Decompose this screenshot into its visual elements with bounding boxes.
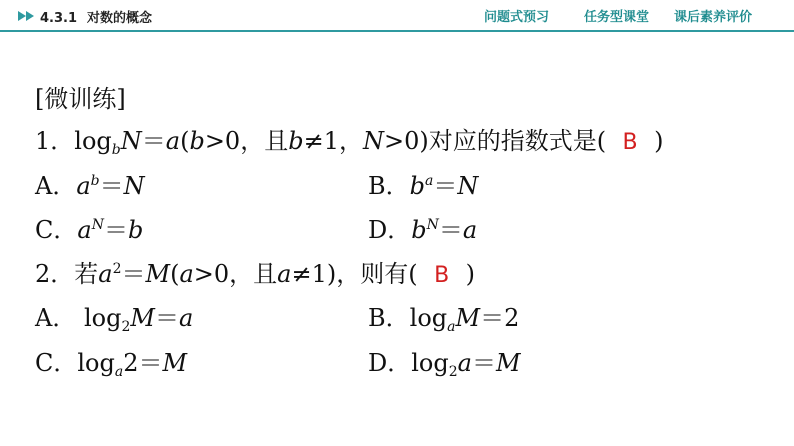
q2-option-a[interactable]: A． $\log_2M=a$: [35, 304, 194, 335]
option-label: B．: [368, 304, 410, 332]
question-number: 2．: [35, 260, 75, 288]
section-title: 对数的概念: [87, 11, 153, 26]
close-paren: ): [654, 127, 664, 155]
question-number: 1．: [35, 127, 75, 155]
question-1: 1．$\log_bN=a(b>0$，且b≠1，N>0)对应的指数式是( B ): [35, 127, 664, 158]
nav-item-classroom[interactable]: 任务型课堂: [584, 10, 650, 25]
nav-item-evaluation[interactable]: 课后素养评价: [674, 10, 753, 25]
option-label: C．: [35, 349, 78, 377]
question-2: 2．若$a^2=M(a>0$，且a≠1)，则有( B ): [35, 260, 475, 288]
nav-item-preview[interactable]: 问题式预习: [484, 10, 550, 25]
q2-option-c[interactable]: C．$\log_a2=M$: [35, 349, 188, 380]
option-label: D．: [368, 349, 412, 377]
question-stem: 对应的指数式是(: [428, 127, 607, 155]
option-label: A．: [35, 304, 77, 332]
exercise-heading: [微训练]: [35, 85, 126, 113]
option-label: C．: [35, 216, 78, 244]
q1-option-d[interactable]: D．$b^N=a$: [368, 216, 478, 244]
question-stem: ，则有(: [336, 260, 418, 288]
question-stem-prefix: 若: [74, 260, 99, 288]
close-paren: ): [465, 260, 475, 288]
q1-option-a[interactable]: A．$a^b=N$: [35, 172, 145, 200]
option-label: A．: [35, 172, 77, 200]
section-number: 4.3.1: [40, 11, 78, 26]
q1-option-c[interactable]: C．$a^N=b$: [35, 216, 144, 244]
q1-option-b[interactable]: B．$b^a=N$: [368, 172, 479, 200]
q2-option-d[interactable]: D．$\log_2a=M$: [368, 349, 521, 380]
q2-option-b[interactable]: B．$\log_aM=2$: [368, 304, 520, 335]
option-label: B．: [368, 172, 410, 200]
answer-mark: B: [622, 130, 638, 155]
option-label: D．: [368, 216, 412, 244]
answer-mark: B: [434, 263, 450, 288]
